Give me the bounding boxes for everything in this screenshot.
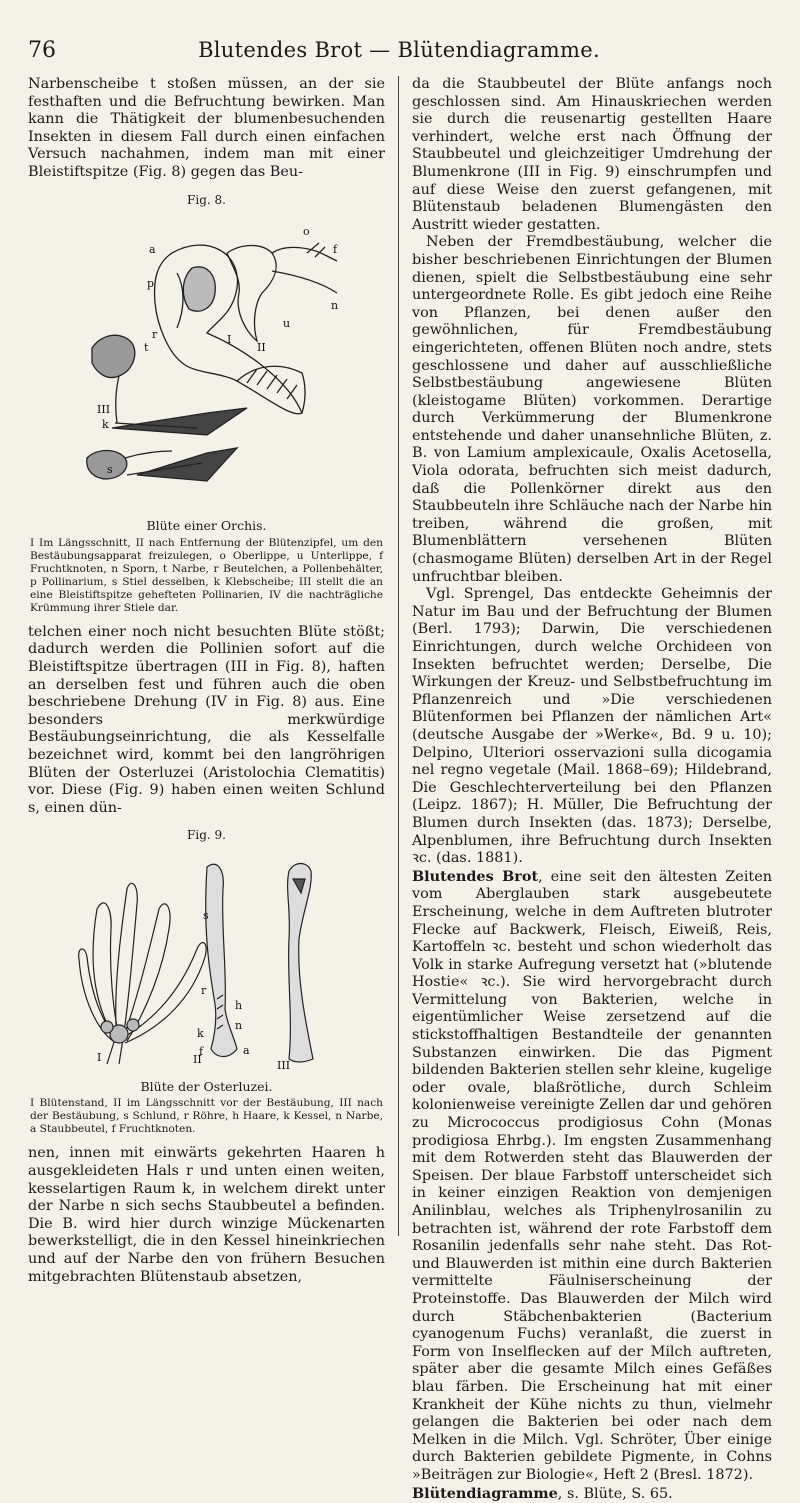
right-column bbox=[412, 76, 772, 1503]
fig9-label-II: II bbox=[193, 1053, 202, 1066]
right-paragraph-1: da die Staubbeutel der Blüte anfangs noch geschlossen sind. Am Hinauskriechen werden sie durch die reusenartig gestellten Haare verhindert, welche erst nach Öffnung der Staubbeutel und gleichzeitiger Umdrehung der Blumenkrone (III in Fig. 9) einschrumpfen und auf diese Weise den zuerst gefangenen, mit Blütenstaub beladenen Blumengästen den Austritt wieder gestatten. bbox=[412, 76, 772, 234]
osterluzei-flower-illustration bbox=[67, 849, 347, 1074]
fig8-label-p: p bbox=[147, 277, 154, 290]
fig9-label-r: r bbox=[201, 984, 207, 997]
running-title: Blutendes Brot — Blütendiagramme. bbox=[28, 38, 770, 62]
fig8-label-t: t bbox=[144, 341, 149, 354]
figure-8-caption: I Im Längsschnitt, II nach Entfernung der Blütenzipfel, um den Bestäubungsapparat freizulegen, o Oberlippe, u Unterlippe, f Fruchtknoten, n Sporn, t Narbe, r Beutelchen, a Pollenbehälter, p Pollinarium, s Stiel desselben, k Klebscheibe; III stellt die an eine Bleistiftspitze gehefteten Pollinarien, IV die nachträgliche Krümmung ihrer Stiele dar. bbox=[30, 537, 383, 615]
entry-blutendes-brot-body: , eine seit den ältesten Zeiten vom Aberglauben stark ausgebeutete Erscheinung, welche in dem Auftreten blutroter Flecke auf Backwerk, Fleisch, Eiweiß, Reis, Kartoffeln ꝛc. besteht und schon wiederholt das Volk in starke Aufregung versetzt hat (»blutende Hostie« ꝛc.). Sie wird hervorgebracht durch Vermittelung von Bakterien, welche in eigentümlicher Weise zersetzend auf die stickstoffhaltigen Bestandteile der genannten Substanzen einwirken. Die das Pigment bildenden Bakterien stellen sehr kleine, kugelige oder ovale, blaßrötliche, durch Schleim kolonienweise vereinigte Zellen dar und gehören zu Micrococcus prodigiosus Cohn (Monas prodigiosa Ehrbg.). Im engsten Zusammenhang mit dem Rotwerden steht das Blauwerden der Speisen. Der blaue Farbstoff unterscheidet sich in keiner einzigen Reaktion von demjenigen Anilinblau, welches als Triphenylrosanilin zu betrachten ist, während der rote Farbstoff dem Rosanilin jedenfalls sehr nahe steht. Das Rot- und Blauwerden ist mithin eine durch Bakterien vermittelte Fäulniserscheinung der Proteinstoffe. Das Blauwerden der Milch wird durch Stäbchenbakterien (Bacterium cyanogenum Fuchs) veranlaßt, die zuerst in Form von Inselflecken auf der Milch auftreten, später aber die gesamte Milch eines Gefäßes blau färben. Die Erscheinung hat mit einer Krankheit der Kühe nichts zu thun, vielmehr gelangen die Bakterien bei oder nach dem Melken in die Milch. Vgl. Schröter, Über einige durch Bakterien gebildete Pigmente, in Cohns »Beiträgen zur Biologie«, Heft 2 (Bresl. 1872). bbox=[412, 869, 772, 1483]
orchis-flower-illustration bbox=[57, 213, 357, 513]
left-column bbox=[28, 76, 385, 1286]
figure-8-title: Blüte einer Orchis. bbox=[28, 517, 385, 535]
fig8-label-s: s bbox=[107, 463, 113, 476]
fig9-label-I: I bbox=[97, 1051, 101, 1064]
entry-bluetendiagramme-body: , s. Blüte, S. 65. bbox=[558, 1486, 673, 1502]
figure-8 bbox=[28, 192, 385, 615]
fig8-label-u: u bbox=[283, 317, 290, 330]
fig8-label-a: a bbox=[149, 243, 156, 256]
fig9-label-h: h bbox=[235, 999, 242, 1012]
page-header bbox=[28, 38, 770, 68]
right-paragraph-3: Vgl. Sprengel, Das entdeckte Geheimnis der Natur im Bau und der Befruchtung der Blumen (Berl. 1793); Darwin, Die verschiedenen Einrichtungen, durch welche Orchideen von Insekten befruchtet werden; Derselbe, Die Wirkungen der Kreuz- und Selbstbefruchtung im Pflanzenreich und »Die verschiedenen Blütenformen bei Pflanzen der nämlichen Art« (deutsche Ausgabe der »Werke«, Bd. 9 u. 10); Delpino, Ulteriori osservazioni sulla dicogamia nel regno vegetale (Mail. 1868–69); Hildebrand, Die Geschlechterverteilung bei den Pflanzen (Leipz. 1867); H. Müller, Die Befruchtung der Blumen durch Insekten (das. 1873); Derselbe, Alpenblumen, ihre Befruchtung durch Insekten ꝛc. (das. 1881). bbox=[412, 586, 772, 868]
fig8-label-r: r bbox=[152, 328, 158, 341]
fig9-label-III: III bbox=[277, 1059, 290, 1072]
page-number: 76 bbox=[28, 38, 56, 63]
figure-9-label: Fig. 9. bbox=[28, 827, 385, 845]
column-divider bbox=[398, 76, 399, 1236]
left-paragraph-3: nen, innen mit einwärts gekehrten Haaren h ausgekleideten Hals r und unten einen weiten, kesselartigen Raum k, in welchem direkt unter der Narbe n sich sechs Staubbeutel a befinden. Die B. wird hier durch winzige Mückenarten bewerkstelligt, die in den Kessel hineinkriechen und auf der Narbe den von frühern Besuchen mitgebrachten Blütenstaub absetzen, bbox=[28, 1145, 385, 1286]
fig8-label-II: II bbox=[257, 341, 266, 354]
left-paragraph-2: telchen einer noch nicht besuchten Blüte stößt; dadurch werden die Pollinien sofort auf die Bleistiftspitze übertragen (III in Fig. 8), haften an derselben fest und führen auch die oben beschriebene Drehung (IV in Fig. 8) aus. Eine besonders merkwürdige Bestäubungseinrichtung, die als Kesselfalle bezeichnet wird, kommt bei den langröhrigen Blüten der Osterluzei (Aristolochia Clematitis) vor. Diese (Fig. 9) haben einen weiten Schlund s, einen dün- bbox=[28, 624, 385, 818]
figure-9-title: Blüte der Osterluzei. bbox=[28, 1078, 385, 1096]
entry-bluetendiagramme bbox=[412, 1485, 772, 1503]
fig9-label-a: a bbox=[243, 1044, 250, 1057]
figure-9 bbox=[28, 827, 385, 1136]
entry-bluetendiagramme-headword: Blütendiagramme bbox=[412, 1485, 558, 1502]
right-paragraph-2: Neben der Fremdbestäubung, welcher die bisher beschriebenen Einrichtungen der Blumen dienen, spielt die Selbstbestäubung eine sehr untergeordnete Rolle. Es gibt jedoch eine Reihe von Pflanzen, bei denen außer den gewöhnlichen, für Fremdbestäubung eingerichteten, offenen Blüten noch andre, stets geschlossene und daher auf ausschließliche Selbstbestäubung angewiesene Blüten (kleistogame Blüten) vorkommen. Derartige durch Verkümmerung der Blumenkrone entstehende und daher unansehnliche Blüten, z. B. von Lamium amplexicaule, Oxalis Acetosella, Viola odorata, befruchten sich meist dadurch, daß die Pollenkörner direkt aus den Staubbeuteln ihre Schläuche nach der Narbe hin treiben, während die großen, mit Blumenblättern versehenen Blüten (chasmogame Blüten) derselben Art in der Regel unfruchtbar bleiben. bbox=[412, 234, 772, 586]
fig8-label-o: o bbox=[303, 225, 310, 238]
left-paragraph-1: Narbenscheibe t stoßen müssen, an der sie festhaften und die Befruchtung bewirken. Man kann die Thätigkeit der blumenbesuchenden Insekten in diesem Fall durch einen einfachen Versuch nachahmen, indem man mit einer Bleistiftspitze (Fig. 8) gegen das Beu- bbox=[28, 76, 385, 182]
figure-9-caption: I Blütenstand, II im Längsschnitt vor der Bestäubung, III nach der Bestäubung, s Schlund, r Röhre, h Haare, k Kessel, n Narbe, a Staubbeutel, f Fruchtknoten. bbox=[30, 1097, 383, 1136]
fig8-label-f: f bbox=[333, 243, 338, 256]
fig8-label-k: k bbox=[102, 418, 109, 431]
entry-blutendes-brot-headword: Blutendes Brot bbox=[412, 868, 538, 885]
fig8-label-III: III bbox=[97, 403, 110, 416]
fig9-label-n: n bbox=[235, 1019, 242, 1032]
fig8-label-I: I bbox=[227, 333, 231, 346]
entry-blutendes-brot bbox=[412, 868, 772, 1485]
figure-8-label: Fig. 8. bbox=[28, 192, 385, 210]
fig9-label-s: s bbox=[203, 909, 209, 922]
fig9-label-k: k bbox=[197, 1027, 204, 1040]
fig9-label-f: f bbox=[199, 1045, 204, 1058]
fig8-label-n: n bbox=[331, 299, 338, 312]
